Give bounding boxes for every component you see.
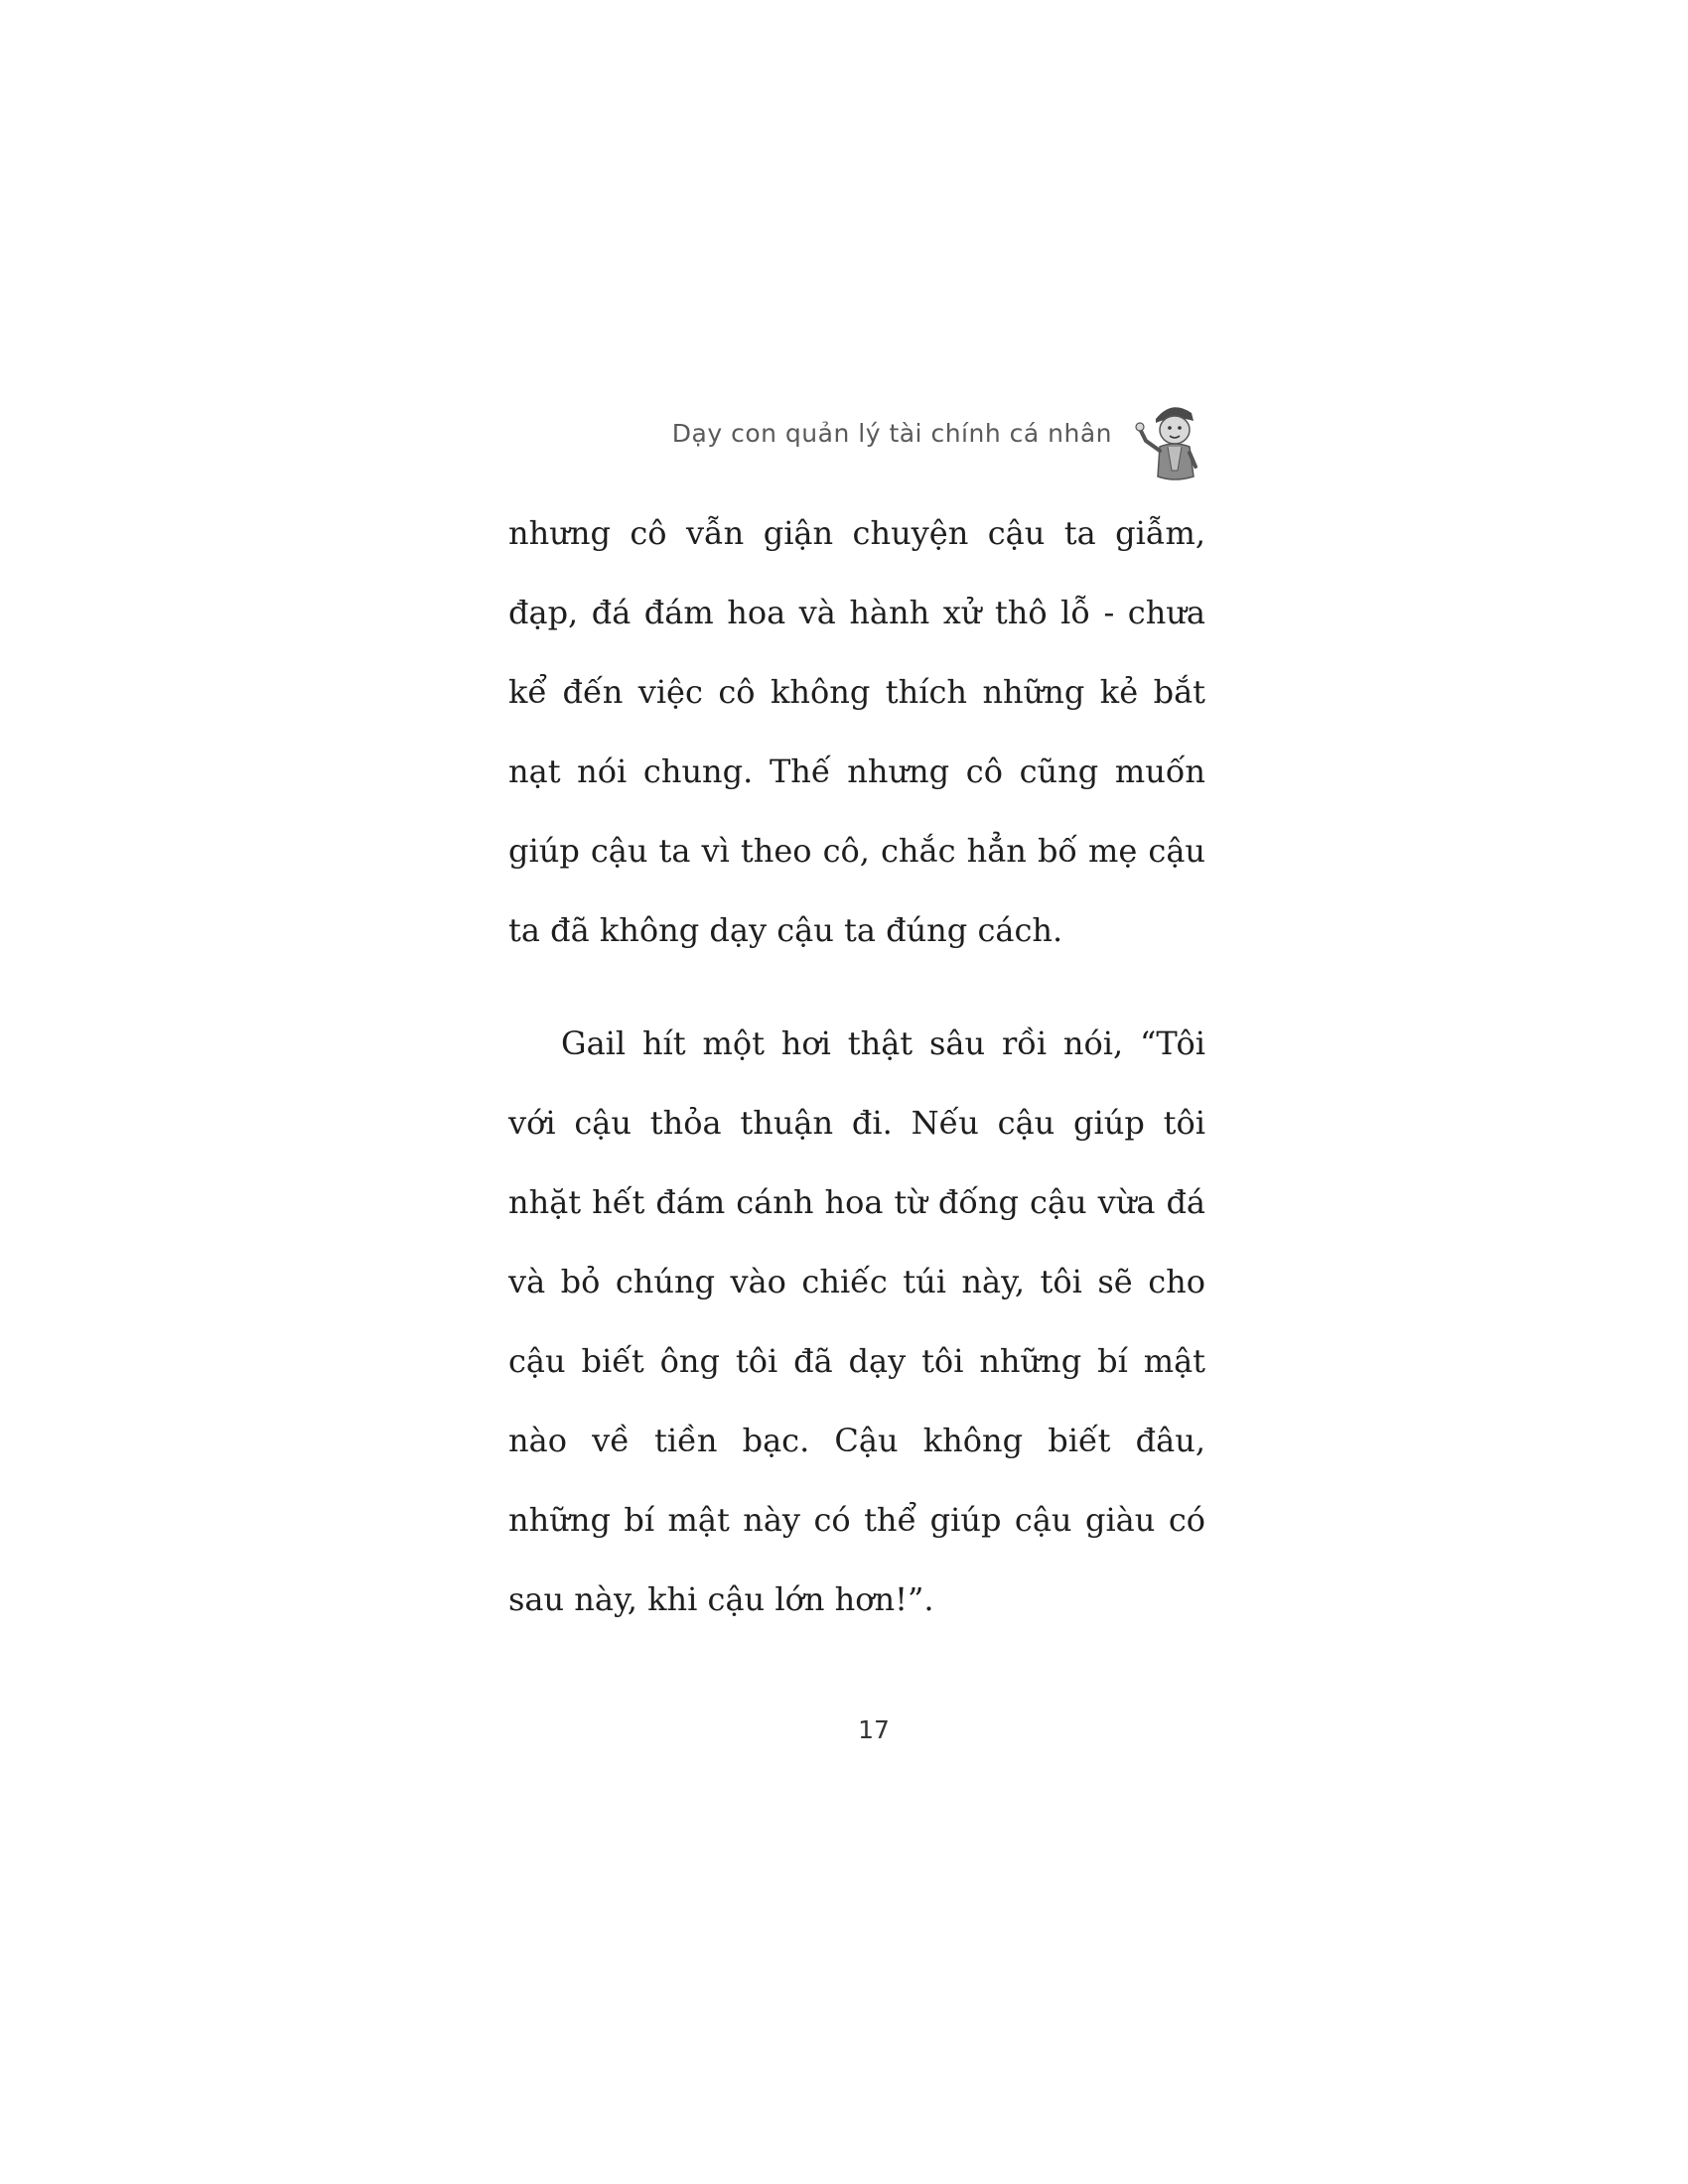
boy-mascot-icon [1132,397,1211,486]
body-paragraph: nhưng cô vẫn giận chuyện cậu ta giẫm, đạp, đá đám hoa và hành xử thô lỗ - chưa kể đến việc cô không thích những kẻ bắt nạt nói chung. Thế nhưng cô cũng muốn giúp cậu ta vì theo cô, chắc hẳn bố mẹ cậu ta đã không dạy cậu ta đúng cách. [508,514,1205,949]
running-header-title: Dạy con quản lý tài chính cá nhân [671,419,1112,448]
running-header [671,397,1211,486]
body-paragraph: Gail hít một hơi thật sâu rồi nói, “Tôi với cậu thỏa thuận đi. Nếu cậu giúp tôi nhặt hết đám cánh hoa từ đống cậu vừa đá và bỏ chúng vào chiếc túi này, tôi sẽ cho cậu biết ông tôi đã dạy tôi những bí mật nào về tiền bạc. Cậu không biết đâu, những bí mật này có thể giúp cậu giàu có sau này, khi cậu lớn hơn!”. [508,1024,1205,1618]
page-number: 17 [858,1715,890,1744]
